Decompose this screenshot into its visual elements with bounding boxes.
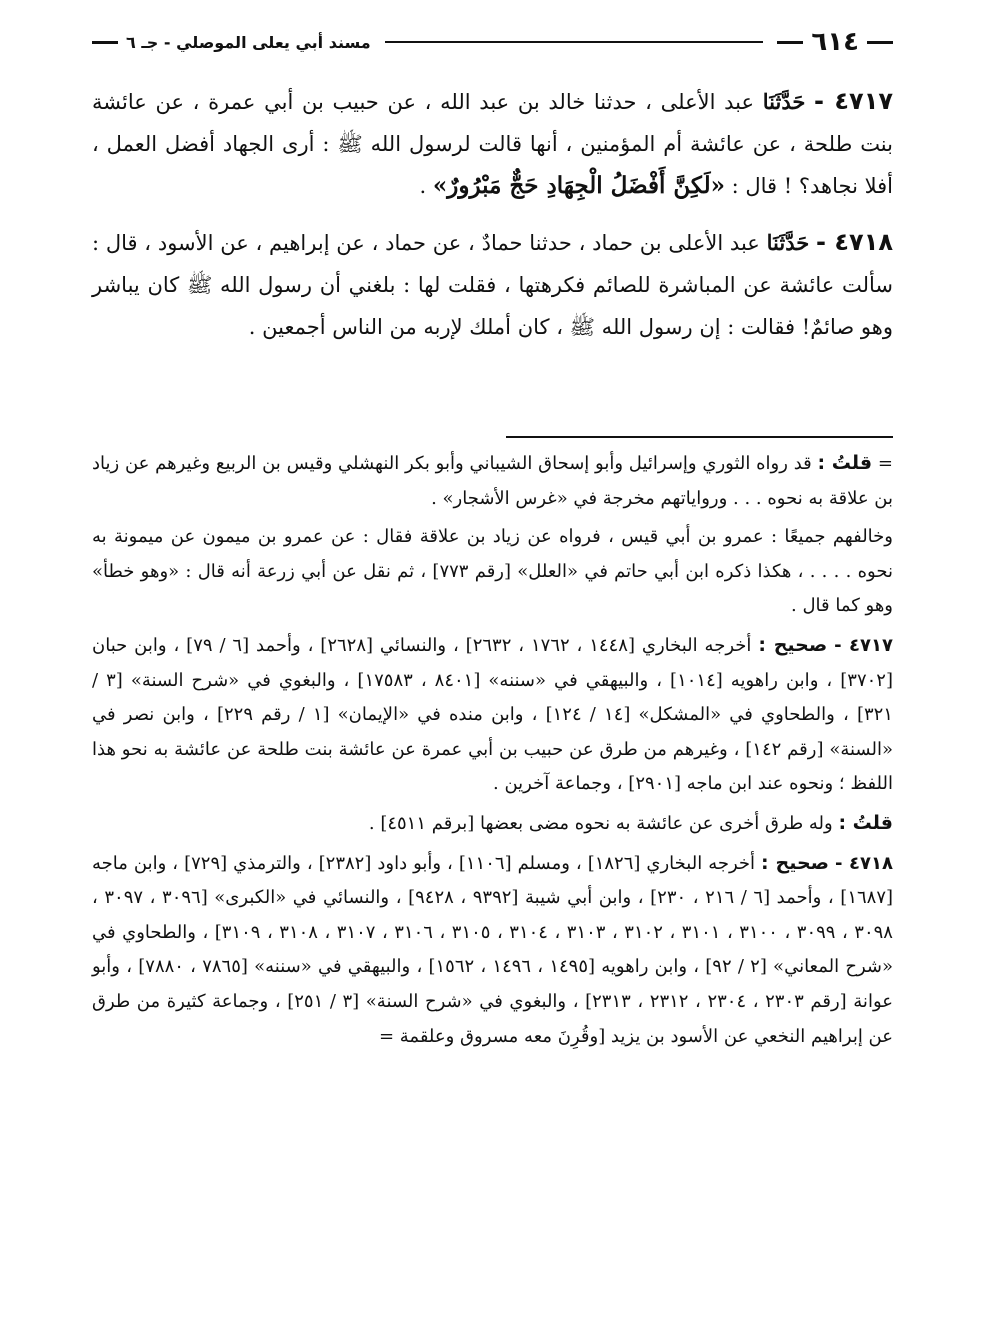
hadith-number: ٤٧١٧ - (814, 87, 893, 115)
haddathana-word: حَدَّثَنَا (762, 89, 806, 114)
hadith-text-end: . (419, 174, 427, 198)
header-rule (385, 41, 764, 43)
prophet-quote: «لَكِنَّ أَفْضَلُ الْجِهَادِ حَجٌّ مَبْرُورٌ» (432, 172, 725, 199)
dash-bar (777, 41, 803, 44)
note-text: أخرجه البخاري [١٤٤٨ ، ١٧٦٢ ، ٢٦٣٢] ، والنسائي [٢٦٢٨] ، وأحمد [٦ / ٧٩] ، وابن حبان [٣٧٠٢] ، وابن راهويه [١٠١٤] ، والبيهقي في «سننه» [٨٤٠١ ، ١٧٥٨٣] ، والبغوي في «شرح السنة» [٣ / ٣٢١] ، والطحاوي في «المشكل» [١٤ / ١٢٤] ، وابن منده في «الإيمان» [١ / رقم ٢٢٩] ، وابن نصر في «السنة» [رقم ١٤٢] ، وغيرهم من طرق عن حبيب بن أبي عمرة عن عائشة بنت طلحة عن عائشة به نحو هذا اللفظ ؛ ونحوه عند ابن ماجه [٢٩٠١] ، وجماعة آخرين . (92, 634, 893, 795)
hadith-4718 (92, 221, 893, 348)
note-number: ٤٧١٧ - (834, 634, 893, 656)
note-label: قلتُ : (817, 452, 873, 474)
note-continuation (92, 446, 893, 516)
note-label: قلتُ : (838, 811, 893, 834)
book-title: مسند أبي يعلى الموصلي - جـ ٦ (126, 32, 371, 52)
note-label: صحيح : (758, 633, 828, 656)
page-number: ٦١٤ (811, 27, 859, 57)
dash-bar (867, 41, 893, 44)
hadith-4717 (92, 80, 893, 207)
hadith-text: عبد الأعلى بن حماد ، حدثنا حمادٌ ، عن حماد ، عن إبراهيم ، عن الأسود ، قال : سألت عائشة عن المباشرة للصائم فكرهتها ، فقلت لها : بلغني أن رسول الله ﷺ كان يباشر وهو صائمٌ! فقالت : إن رسول الله ﷺ ، كان أملك لإربه من الناس أجمعين . (92, 231, 893, 339)
note-takhrij-4717 (92, 628, 893, 802)
note-takhrij-4718 (92, 846, 893, 1055)
book-title-group (92, 33, 371, 52)
page-number-group (777, 27, 893, 57)
continuation-mark: = (877, 453, 893, 474)
note-text: وخالفهم جميعًا : عمرو بن أبي قيس ، فرواه عن زياد بن علاقة فقال : عن عمرو بن ميمون عن ميمونة به نحوه . . . . ، هكذا ذكره ابن أبي حاتم في «العلل» [رقم ٧٧٣] ، ثم نقل عن أبي زرعة أنه قال : «وهو خطأ» وهو كما قال . (92, 526, 893, 617)
note-paragraph (92, 806, 893, 842)
note-text: قد رواه الثوري وإسرائيل وأبو إسحاق الشيباني وأبو بكر النهشلي وقيس بن الربيع وغيرهم عن زياد بن علاقة به نحوه . . . ورواياتهم مخرجة في «غرس الأشجار» . (92, 453, 893, 509)
note-paragraph (92, 520, 893, 624)
footnote-rule (506, 436, 893, 438)
note-number: ٤٧١٨ - (835, 852, 893, 874)
hadith-text: عبد الأعلى ، حدثنا خالد بن عبد الله ، عن حبيب بن أبي عمرة ، عن عائشة بنت طلحة ، عن عائشة أم المؤمنين ، أنها قالت لرسول الله ﷺ : أرى الجهاد أفضل العمل ، أفلا نجاهد؟ ! قال : (92, 90, 893, 198)
main-text (92, 80, 893, 362)
note-text: أخرجه البخاري [١٨٢٦] ، ومسلم [١١٠٦] ، وأبو داود [٢٣٨٢] ، والترمذي [٧٢٩] ، وابن ماجه [١٦٨٧] ، وأحمد [٦ / ٢١٦ ، ٢٣٠] ، وابن أبي شيبة [٩٣٩٢ ، ٩٤٢٨] ، والنسائي في «الكبرى» [٣٠٩٦ ، ٣٠٩٧ ، ٣٠٩٨ ، ٣٠٩٩ ، ٣١٠٠ ، ٣١٠١ ، ٣١٠٢ ، ٣١٠٣ ، ٣١٠٤ ، ٣١٠٥ ، ٣١٠٦ ، ٣١٠٧ ، ٣١٠٨ ، ٣١٠٩] ، والطحاوي في «شرح المعاني» [٢ / ٩٢] ، وابن راهويه [١٤٩٥ ، ١٤٩٦ ، ١٥٦٢] ، والبيهقي في «سننه» [٧٨٦٥ ، ٧٨٨٠] ، وأبو عوانة [رقم ٢٣٠٣ ، ٢٣٠٤ ، ٢٣١٢ ، ٢٣١٣] ، والبغوي في «شرح السنة» [٣ / ٢٥١] ، وجماعة كثيرة من طرق عن إبراهيم النخعي عن الأسود بن يزيد [وقُرِنَ معه مسروق وعلقمة = (92, 852, 894, 1047)
footnotes (92, 446, 893, 1058)
hadith-number: ٤٧١٨ - (815, 228, 893, 256)
dash-bar (92, 41, 118, 44)
note-text: وله طرق أخرى عن عائشة به نحوه مضى بعضها [برقم ٤٥١١] . (368, 812, 833, 834)
haddathana-word: حَدَّثَنَا (766, 230, 810, 255)
running-header (92, 24, 893, 60)
note-label: صحيح : (761, 851, 830, 874)
